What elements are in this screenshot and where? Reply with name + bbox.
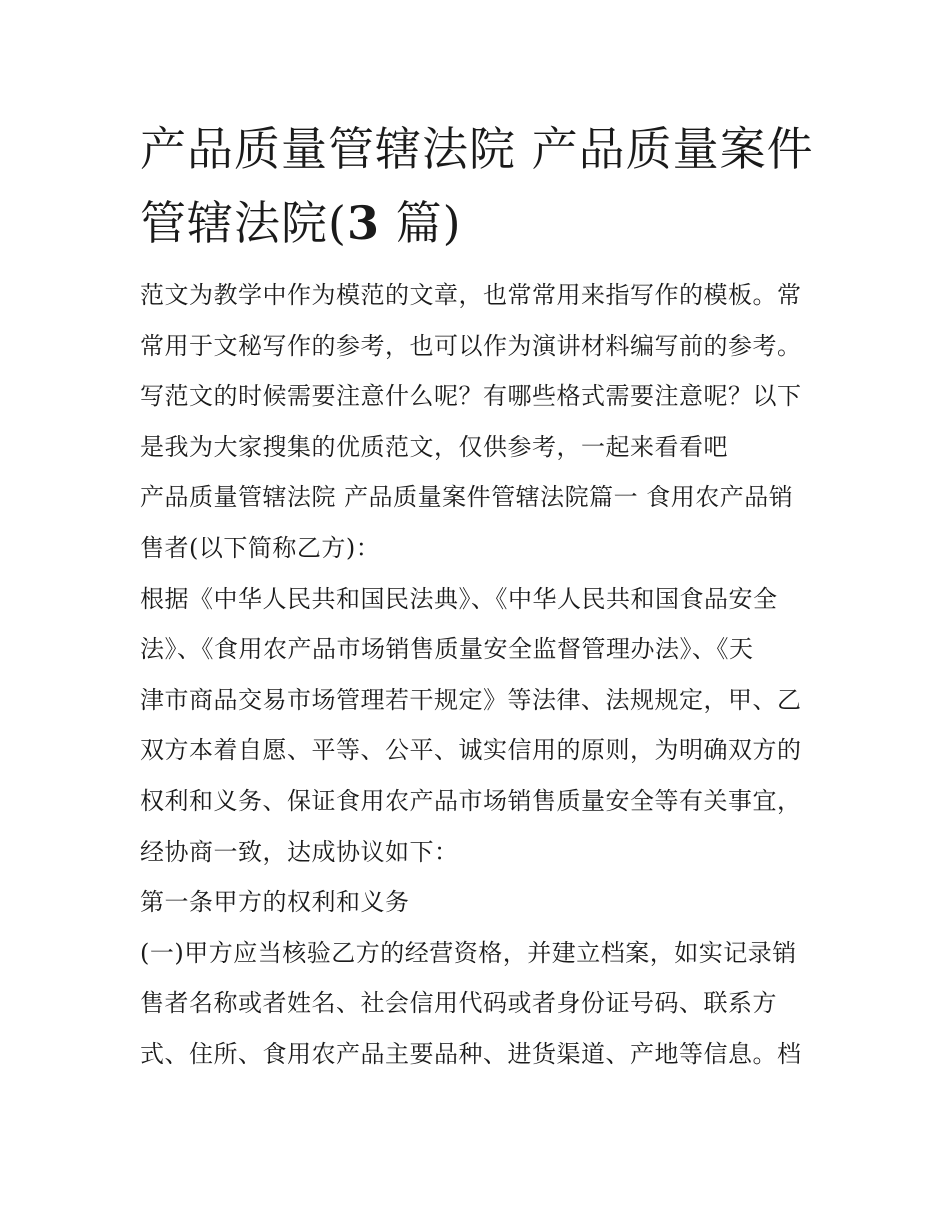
body-line: 津市商品交易市场管理若干规定》等法律、法规规定，甲、乙: [140, 685, 802, 714]
title-text-part1: 产品质量管辖法院 产品质量案件管辖法院(: [140, 122, 814, 250]
title-text-part2: 篇): [379, 196, 462, 250]
body-line: 是我为大家搜集的优质范文，仅供参考，一起来看看吧: [140, 432, 728, 461]
body-line: 式、住所、食用农产品主要品种、进货渠道、产地等信息。档: [140, 1039, 802, 1068]
document-title: [140, 112, 820, 260]
body-line: 经协商一致，达成协议如下：: [140, 837, 459, 866]
document-page: [140, 112, 820, 1080]
body-line: (一)甲方应当核验乙方的经营资格，并建立档案，如实记录销: [140, 938, 797, 967]
body-line: 售者(以下简称乙方)：: [140, 533, 381, 562]
title-count: 3: [346, 196, 380, 250]
body-line: 售者名称或者姓名、社会信用代码或者身份证号码、联系方: [140, 989, 777, 1018]
body-line: 法》、《食用农产品市场销售质量安全监督管理办法》、《天: [140, 635, 754, 664]
body-line: 范文为教学中作为模范的文章，也常常用来指写作的模板。常: [140, 281, 802, 309]
section-heading: 第一条甲方的权利和义务: [140, 888, 410, 917]
body-line: 根据《中华人民共和国民法典》、《中华人民共和国食品安全: [140, 584, 778, 613]
body-line: 常用于文秘写作的参考，也可以作为演讲材料编写前的参考。: [140, 331, 802, 360]
body-line: 双方本着自愿、平等、公平、诚实信用的原则，为明确双方的: [140, 736, 802, 765]
body-line: 权利和义务、保证食用农产品市场销售质量安全等有关事宜，: [140, 786, 802, 815]
body-line: 产品质量管辖法院 产品质量案件管辖法院篇一 食用农产品销: [140, 483, 794, 512]
document-body: [140, 270, 820, 1080]
body-line: 写范文的时候需要注意什么呢？有哪些格式需要注意呢？以下: [140, 382, 802, 411]
